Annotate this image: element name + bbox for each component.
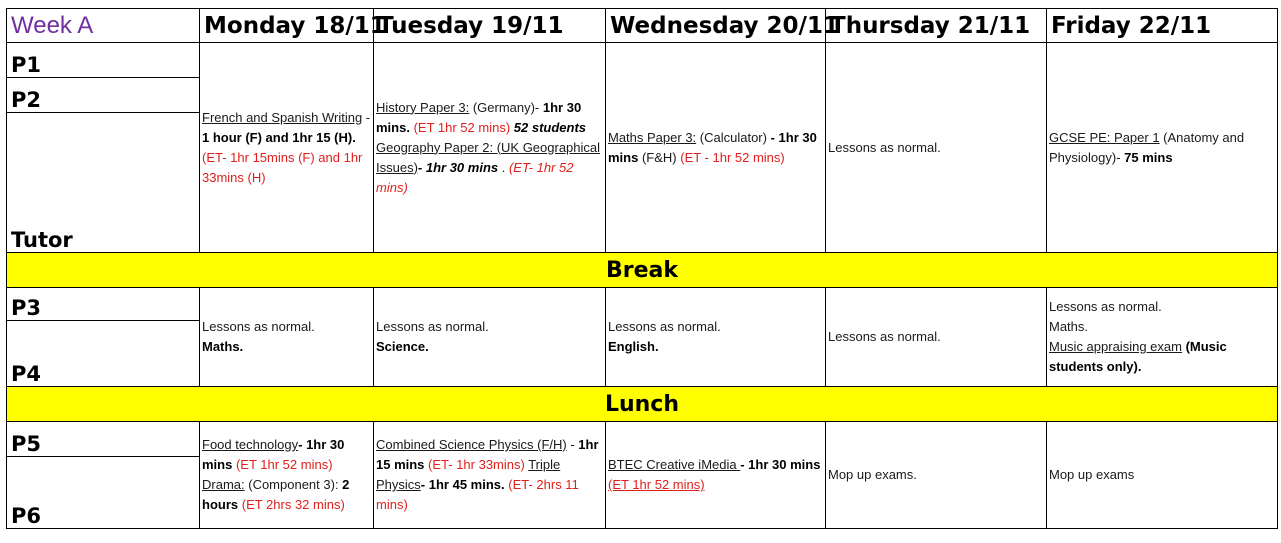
- geography-dash: -: [417, 159, 426, 175]
- period-label-p6: P6: [7, 457, 200, 529]
- period-label-p5: P5: [7, 422, 200, 457]
- cell-thursday-morning: Lessons as normal.: [826, 43, 1047, 253]
- cell-wednesday-midday: [606, 288, 826, 387]
- monday-midday-text: Lessons as normal.: [202, 319, 315, 334]
- day-header-friday: Friday 22/11: [1047, 9, 1278, 43]
- monday-exam-subject: French and Spanish Writing: [202, 109, 363, 125]
- geography-dot: .: [498, 159, 509, 175]
- cell-friday-midday: [1047, 288, 1278, 387]
- combined-science-duration: 1hr 15 mins: [376, 437, 599, 472]
- pe-duration: 75 mins: [1124, 149, 1173, 165]
- maths-tiers: (F&H): [638, 149, 681, 165]
- cell-monday-afternoon: [200, 422, 374, 529]
- imedia-dash: -: [740, 457, 749, 472]
- food-tech-dash: -: [298, 437, 307, 452]
- cell-thursday-afternoon: Mop up exams.: [826, 422, 1047, 529]
- break-row: [7, 253, 1278, 288]
- geography-extra-time: (ET- 1hr 52 mins): [376, 159, 574, 195]
- row-p1: [7, 43, 1278, 78]
- maths-note: (Calculator): [696, 129, 771, 145]
- drama-extra-time: (ET 2hrs 32 mins): [238, 497, 345, 512]
- tuesday-midday-subject: Science.: [376, 339, 429, 354]
- cell-tuesday-afternoon: [374, 422, 606, 529]
- monday-exam-extra-time: (ET- 1hr 15mins (F) and 1hr 33mins (H): [202, 149, 363, 185]
- cell-tuesday-morning: [374, 43, 606, 253]
- maths-duration: 1hr 30 mins: [608, 129, 817, 165]
- period-label-p4: P4: [7, 321, 200, 387]
- period-label-tutor: Tutor: [7, 113, 200, 253]
- combined-science-dash: -: [566, 437, 579, 452]
- music-exam-note: (Music students only).: [1049, 339, 1227, 374]
- geography-paper: Geography Paper 2: (UK Geographical Issues): [376, 139, 601, 175]
- food-tech-subject: Food technology: [202, 437, 299, 452]
- lunch-label: Lunch: [7, 387, 1278, 422]
- cell-tuesday-midday: [374, 288, 606, 387]
- day-header-tuesday: Tuesday 19/11: [374, 9, 606, 43]
- cell-monday-morning: [200, 43, 374, 253]
- lunch-row: [7, 387, 1278, 422]
- header-row: [7, 9, 1278, 43]
- monday-exam-duration: 1 hour (F) and 1hr 15 (H).: [202, 129, 356, 145]
- day-header-monday: Monday 18/11: [200, 9, 374, 43]
- break-label: Break: [7, 253, 1278, 288]
- monday-midday-subject: Maths.: [202, 339, 244, 354]
- food-tech-extra-time: (ET 1hr 52 mins): [232, 457, 333, 472]
- imedia-extra-time: (ET 1hr 52 mins): [608, 477, 705, 492]
- combined-science-subject: Combined Science Physics (F/H): [376, 437, 567, 452]
- maths-extra-time: (ET - 1hr 52 mins): [680, 149, 785, 165]
- week-label: Week A: [7, 9, 200, 43]
- tuesday-midday-text: Lessons as normal.: [376, 319, 489, 334]
- triple-physics-subject: Triple Physics: [376, 457, 561, 492]
- day-header-thursday: Thursday 21/11: [826, 9, 1047, 43]
- drama-subject: Drama:: [202, 477, 245, 492]
- cell-monday-midday: [200, 288, 374, 387]
- history-topic: (Germany)-: [469, 99, 543, 115]
- wednesday-midday-subject: English.: [608, 339, 659, 354]
- row-p5: [7, 422, 1278, 457]
- imedia-subject: BTEC Creative iMedia: [608, 457, 741, 472]
- cell-friday-morning: [1047, 43, 1278, 253]
- history-duration: 1hr 30 mins.: [376, 99, 582, 135]
- pe-paper: GCSE PE: Paper 1: [1049, 129, 1160, 145]
- cell-friday-afternoon: Mop up exams: [1047, 422, 1278, 529]
- triple-physics-extra-time: (ET- 2hrs 11 mins): [376, 477, 579, 512]
- wednesday-midday-text: Lessons as normal.: [608, 319, 721, 334]
- day-header-wednesday: Wednesday 20/11: [606, 9, 826, 43]
- history-student-count: 52 students: [513, 119, 587, 135]
- combined-science-extra-time: (ET- 1hr 33mins): [424, 457, 529, 472]
- pe-topic: (Anatomy and Physiology)-: [1049, 129, 1245, 165]
- history-extra-time: (ET 1hr 52 mins): [409, 119, 514, 135]
- drama-duration: 2 hours: [202, 477, 350, 512]
- maths-paper: Maths Paper 3:: [608, 129, 697, 145]
- music-exam: Music appraising exam: [1049, 339, 1182, 354]
- imedia-duration: 1hr 30 mins: [748, 457, 821, 472]
- drama-note: (Component 3):: [244, 477, 343, 492]
- friday-midday-subject: Maths.: [1049, 319, 1089, 334]
- friday-midday-text: Lessons as normal.: [1049, 299, 1162, 314]
- food-tech-duration: 1hr 30 mins: [202, 437, 345, 472]
- exam-timetable: [6, 8, 1278, 529]
- monday-exam-dash: -: [362, 109, 371, 125]
- period-label-p2: P2: [7, 78, 200, 113]
- geography-duration: 1hr 30 mins: [425, 159, 499, 175]
- period-label-p3: P3: [7, 288, 200, 321]
- maths-dash: -: [770, 129, 779, 145]
- history-paper: History Paper 3:: [376, 99, 470, 115]
- triple-physics-dash: -: [420, 477, 429, 492]
- cell-wednesday-morning: [606, 43, 826, 253]
- cell-thursday-midday: Lessons as normal.: [826, 288, 1047, 387]
- row-p3: [7, 288, 1278, 321]
- triple-physics-duration: 1hr 45 mins.: [428, 477, 505, 492]
- cell-wednesday-afternoon: [606, 422, 826, 529]
- period-label-p1: P1: [7, 43, 200, 78]
